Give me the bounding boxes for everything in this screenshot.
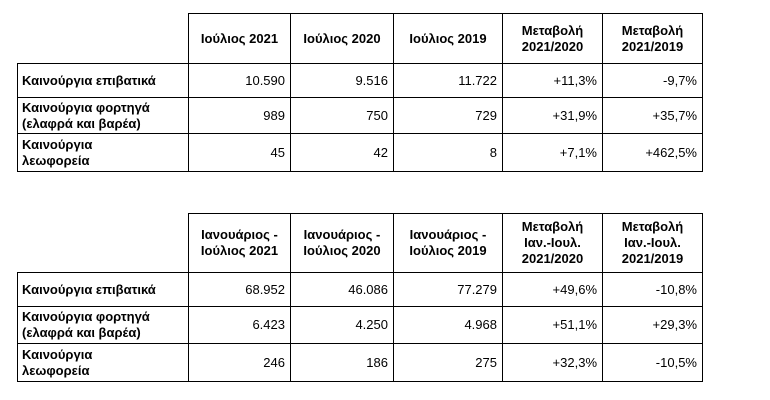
table-cell: 729 [394, 98, 503, 134]
column-header: Ιανουάριος - Ιούλιος 2021 [189, 214, 291, 273]
corner-cell [18, 214, 189, 273]
column-header: Ιούλιος 2021 [189, 14, 291, 64]
table-cell: +35,7% [603, 98, 703, 134]
table-row [18, 64, 703, 98]
header-row [18, 14, 703, 64]
table-cell: +49,6% [503, 273, 603, 307]
table-cell: 46.086 [291, 273, 394, 307]
table-cell: 989 [189, 98, 291, 134]
column-header: Ιούλιος 2020 [291, 14, 394, 64]
table-cell: 77.279 [394, 273, 503, 307]
table-cell: +29,3% [603, 307, 703, 344]
table-cell: 42 [291, 134, 394, 172]
table-cell: -10,8% [603, 273, 703, 307]
column-header: Ιανουάριος - Ιούλιος 2020 [291, 214, 394, 273]
table-cell: 186 [291, 344, 394, 382]
table-cell: 4.968 [394, 307, 503, 344]
table-row [18, 134, 703, 172]
july-registrations-table [17, 13, 703, 172]
table-cell: 8 [394, 134, 503, 172]
header-row [18, 214, 703, 273]
column-header: Μεταβολή Ιαν.-Ιουλ. 2021/2020 [503, 214, 603, 273]
column-header: Ιανουάριος - Ιούλιος 2019 [394, 214, 503, 273]
table-cell: +32,3% [503, 344, 603, 382]
table-cell: +11,3% [503, 64, 603, 98]
table-cell: 4.250 [291, 307, 394, 344]
table-cell: 45 [189, 134, 291, 172]
row-label: Καινούργια λεωφορεία [18, 134, 189, 172]
row-label: Καινούργια λεωφορεία [18, 344, 189, 382]
table-cell: 9.516 [291, 64, 394, 98]
table-row [18, 273, 703, 307]
table-cell: +31,9% [503, 98, 603, 134]
jan-july-registrations-table [17, 213, 703, 382]
column-header: Μεταβολή Ιαν.-Ιουλ. 2021/2019 [603, 214, 703, 273]
corner-cell [18, 14, 189, 64]
table-cell: 68.952 [189, 273, 291, 307]
table-cell: +462,5% [603, 134, 703, 172]
table-cell: 6.423 [189, 307, 291, 344]
table-cell: +51,1% [503, 307, 603, 344]
table-cell: 750 [291, 98, 394, 134]
table-row [18, 98, 703, 134]
table-row [18, 307, 703, 344]
table-cell: 10.590 [189, 64, 291, 98]
column-header: Μεταβολή 2021/2019 [603, 14, 703, 64]
column-header: Μεταβολή 2021/2020 [503, 14, 603, 64]
row-label: Καινούργια φορτηγά (ελαφρά και βαρέα) [18, 307, 189, 344]
table-cell: 275 [394, 344, 503, 382]
table-cell: +7,1% [503, 134, 603, 172]
row-label: Καινούργια φορτηγά (ελαφρά και βαρέα) [18, 98, 189, 134]
table-cell: 11.722 [394, 64, 503, 98]
row-label: Καινούργια επιβατικά [18, 273, 189, 307]
table-cell: -9,7% [603, 64, 703, 98]
table-cell: 246 [189, 344, 291, 382]
table-cell: -10,5% [603, 344, 703, 382]
table-row [18, 344, 703, 382]
column-header: Ιούλιος 2019 [394, 14, 503, 64]
row-label: Καινούργια επιβατικά [18, 64, 189, 98]
